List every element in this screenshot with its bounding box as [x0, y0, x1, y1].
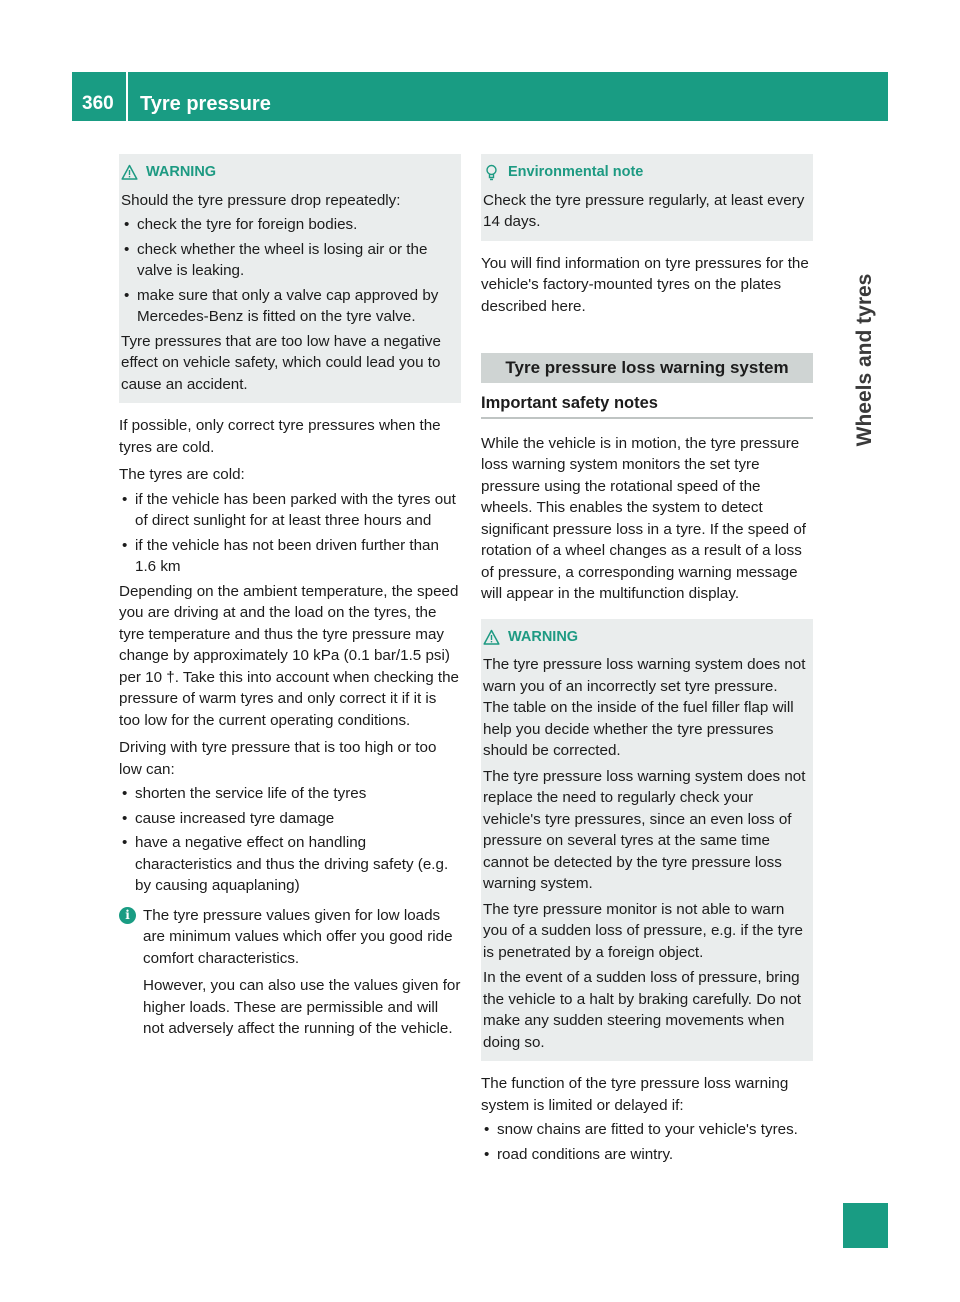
- environmental-note-title: Environmental note: [508, 164, 644, 180]
- list-item: • snow chains are fitted to your vehicle's tyres.: [481, 1119, 813, 1141]
- warning-text: The tyre pressure loss warning system does not warn you of an incorrectly set tyre pressure. The table on the inside of the fuel filler flap will help you decide whether the tyre pressures should be corrected.: [483, 656, 806, 759]
- left-column: [119, 154, 461, 1040]
- section-title: Tyre pressure: [140, 93, 271, 115]
- limitations-list: [481, 1119, 813, 1165]
- warning-text: The tyre pressure monitor is not able to warn you of a sudden loss of pressure, e.g. if the tyre is penetrated by a foreign object.: [483, 900, 803, 961]
- paragraph: While the vehicle is in motion, the tyre pressure loss warning system monitors the set tyre pressure using the rotational speed of the wheels. This enables the system to detect significant pressure loss in a tyre. If the speed of rotation of a wheel changes as a result of a loss of pressure, a corresponding warning message will appear in the multifunction display.: [481, 434, 807, 602]
- environmental-note-box: [481, 154, 813, 241]
- info-icon: i: [119, 907, 136, 924]
- warning-text: The tyre pressure loss warning system does not replace the need to regularly check your vehicle's tyre pressures, since an even loss of pressure on several tyres at the same time cannot be detected by the tyre pressure loss warning system.: [483, 767, 806, 892]
- list-item: • if the vehicle has not been driven further than 1.6 km: [119, 535, 461, 578]
- paragraph: The function of the tyre pressure loss warning system is limited or delayed if:: [481, 1075, 789, 1114]
- paragraph: Driving with tyre pressure that is too high or too low can:: [119, 739, 437, 778]
- page-header: [72, 72, 888, 121]
- paragraph: The tyres are cold:: [119, 466, 245, 483]
- page-number: 360: [82, 93, 114, 114]
- list-item: • cause increased tyre damage: [119, 808, 461, 830]
- warning-triangle-icon: [121, 164, 138, 181]
- info-text: However, you can also use the values given for higher loads. These are permissible and will not adversely affect the running of the vehicle.: [143, 977, 461, 1037]
- environmental-note-text: Check the tyre pressure regularly, at least every 14 days.: [483, 191, 805, 230]
- list-item: • check the tyre for foreign bodies.: [121, 214, 455, 236]
- warning-outro: Tyre pressures that are too low have a negative effect on vehicle safety, which could lead you to cause an accident.: [121, 332, 441, 393]
- list-item: • if the vehicle has been parked with the tyres out of direct sunlight for at least three hours and: [119, 489, 461, 532]
- header-divider: [126, 72, 128, 121]
- list-item: • make sure that only a valve cap approved by Mercedes-Benz is fitted on the tyre valve.: [121, 285, 455, 328]
- chapter-side-label-text: Wheels and tyres: [853, 273, 876, 447]
- paragraph: Depending on the ambient temperature, the speed you are driving at and the load on the tyres, the tyre temperature and thus the tyre pressure may change by approximately 10 kPa (0.1 bar/1.5 psi) per 10 †. Take this into account when checking the pressure of warm tyres and only correct it if it is too low for the current operating conditions.: [119, 582, 459, 729]
- info-note: [119, 905, 461, 1040]
- warning-header: [119, 162, 461, 184]
- info-text: The tyre pressure values given for low loads are minimum values which offer you good ride comfort characteristics.: [143, 906, 453, 967]
- paragraph: If possible, only correct tyre pressures when the tyres are cold.: [119, 417, 441, 456]
- warning-intro: Should the tyre pressure drop repeatedly:: [121, 191, 401, 209]
- list-item: • road conditions are wintry.: [481, 1144, 813, 1166]
- right-column: [481, 154, 813, 1168]
- chapter-tab-marker: [843, 1203, 888, 1248]
- list-item: • have a negative effect on handling characteristics and thus the driving safety (e.g. by causing aquaplaning): [119, 832, 461, 897]
- list-item: • check whether the wheel is losing air or the valve is leaking.: [121, 239, 455, 282]
- subheading: Important safety notes: [481, 393, 813, 419]
- warning-header: [481, 627, 813, 649]
- warning-triangle-icon: [483, 629, 500, 646]
- warning-text: In the event of a sudden loss of pressure, bring the vehicle to a halt by braking carefully. Do not make any sudden steering movements when doing so.: [483, 969, 801, 1051]
- warning-title: WARNING: [146, 164, 217, 180]
- warning-title: WARNING: [508, 628, 579, 645]
- subsection-title: Tyre pressure loss warning system: [481, 353, 813, 383]
- warning-bullet-list: [119, 214, 461, 328]
- lightbulb-icon: [483, 164, 500, 181]
- cold-conditions-list: [119, 489, 461, 578]
- effects-list: [119, 783, 461, 897]
- paragraph: You will find information on tyre pressures for the vehicle's factory-mounted tyres on the plates described here.: [481, 254, 809, 315]
- list-item: • shorten the service life of the tyres: [119, 783, 461, 805]
- warning-box-right: [481, 619, 813, 1062]
- environmental-note-header: [481, 162, 813, 184]
- warning-box-left: [119, 154, 461, 403]
